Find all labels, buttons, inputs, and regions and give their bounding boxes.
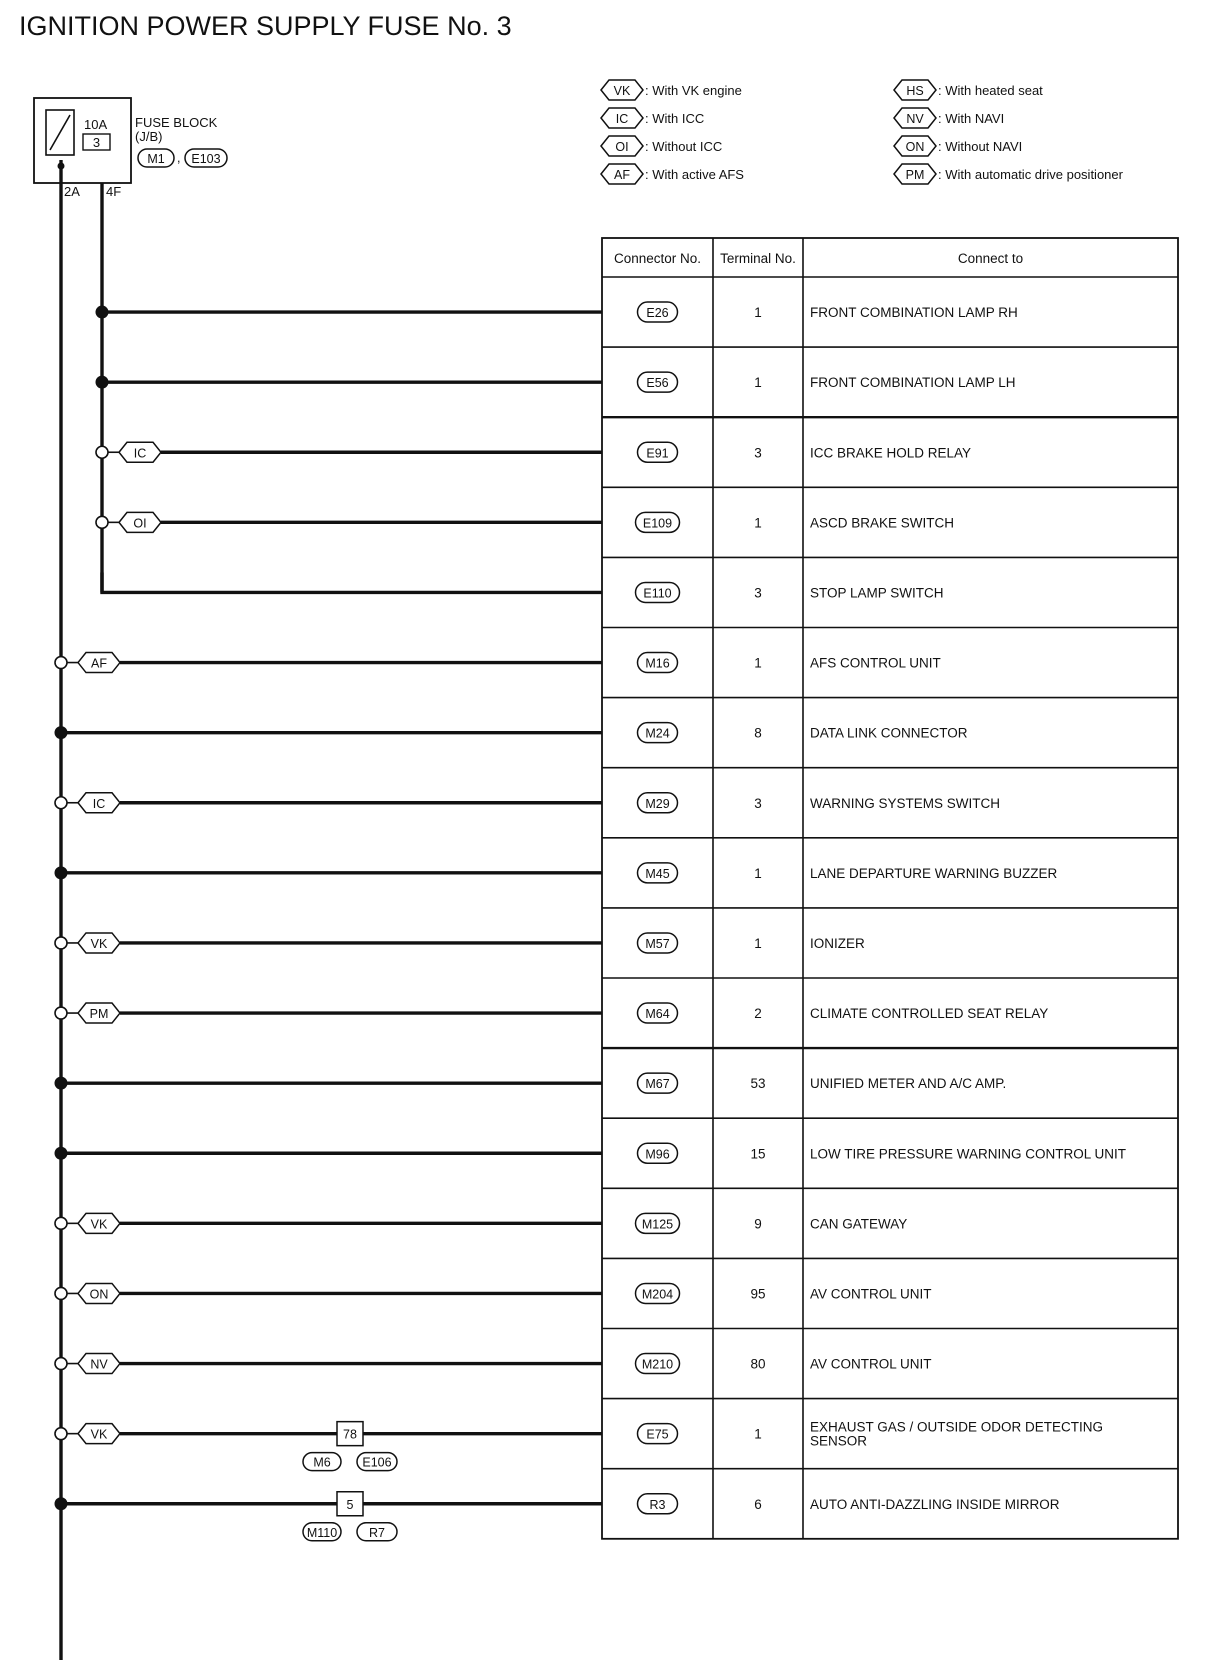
legend-text-on: : Without NAVI <box>938 139 1023 154</box>
option-tag-on <box>78 1283 120 1303</box>
optional-junction <box>96 446 108 458</box>
optional-junction <box>55 1007 67 1019</box>
wire-e26 <box>96 306 603 319</box>
option-tag-ic <box>78 793 120 813</box>
table-row <box>602 1329 1178 1374</box>
option-tag-vk-label: VK <box>90 1217 108 1232</box>
table-row <box>602 1118 1178 1163</box>
table-outline <box>602 238 1178 1539</box>
connector-m24 <box>638 723 678 743</box>
junction-terminal-number: 5 <box>346 1497 354 1512</box>
option-tag-pm <box>78 1003 120 1023</box>
terminal-number: 1 <box>754 375 762 391</box>
terminal-number: 1 <box>754 305 762 321</box>
table-row <box>602 628 1178 673</box>
legend-tag-hs <box>894 80 936 100</box>
connect-to-text: AFS CONTROL UNIT <box>810 655 941 671</box>
legend-text-oi: : Without ICC <box>645 139 723 154</box>
terminal-number: 3 <box>754 795 762 811</box>
table-row <box>602 978 1178 1023</box>
connector-m210-label: M210 <box>641 1357 674 1372</box>
table-row <box>602 1258 1178 1303</box>
terminal-number: 1 <box>754 865 762 881</box>
connector-e75 <box>638 1424 678 1444</box>
connector-m29 <box>638 793 678 813</box>
connect-to-text: LOW TIRE PRESSURE WARNING CONTROL UNIT <box>810 1146 1127 1162</box>
connect-to-text: UNIFIED METER AND A/C AMP. <box>810 1076 1007 1092</box>
connector-e110 <box>636 582 680 602</box>
connector-e56 <box>638 372 678 392</box>
wire-e56 <box>96 376 603 389</box>
connect-to-text: EXHAUST GAS / OUTSIDE ODOR DETECTING SENSOR <box>810 1419 1104 1449</box>
connector-e91-label: E91 <box>646 446 669 461</box>
junction-connector-e106-label: E106 <box>362 1455 392 1470</box>
table-row <box>602 1469 1178 1514</box>
terminal-number: 3 <box>754 585 762 601</box>
table-row <box>602 908 1178 953</box>
connector-m64 <box>638 1003 678 1023</box>
table-header-0: Connector No. <box>613 251 702 266</box>
option-tag-ic-label: IC <box>92 796 106 811</box>
optional-junction <box>55 1358 67 1370</box>
connector-e109 <box>636 512 680 532</box>
legend-text-af: : With active AFS <box>645 167 744 182</box>
legend-tag-ic <box>601 108 643 128</box>
optional-junction <box>96 516 108 528</box>
legend-tag-vk-label: VK <box>613 84 631 98</box>
table-row <box>602 347 1178 392</box>
wire-m210 <box>55 1354 602 1374</box>
connector-m125-label: M125 <box>641 1217 674 1232</box>
junction-connector-r7-label: R7 <box>369 1525 385 1540</box>
wire-e75 <box>55 1422 602 1471</box>
connect-to-text: ICC BRAKE HOLD RELAY <box>810 445 972 461</box>
connector-m57 <box>638 933 678 953</box>
optional-junction <box>55 657 67 669</box>
option-tag-oi <box>119 512 161 532</box>
legend-tag-ic-label: IC <box>615 112 629 126</box>
connector-m16-label: M16 <box>645 656 670 671</box>
connector-e75-label: E75 <box>646 1427 669 1442</box>
option-tag-ic-label: IC <box>133 446 147 461</box>
connector-r3-label: R3 <box>649 1497 666 1512</box>
legend-tag-af <box>601 164 643 184</box>
junction-connector-r7 <box>357 1523 397 1541</box>
splice-dot <box>55 1147 68 1160</box>
junction-connector-m110-label: M110 <box>306 1525 338 1540</box>
splice-dot <box>96 376 109 389</box>
wire-m125 <box>55 1213 602 1233</box>
wire-e110 <box>102 572 602 592</box>
connect-to-text: ASCD BRAKE SWITCH <box>810 515 955 531</box>
connector-e56-label: E56 <box>646 376 669 391</box>
option-tag-vk-label: VK <box>90 1427 108 1442</box>
legend-tag-nv <box>894 108 936 128</box>
terminal-number: 95 <box>750 1286 766 1302</box>
wire-m16 <box>55 653 602 673</box>
junction-connector-m6-label: M6 <box>313 1455 331 1470</box>
splice-dot <box>55 726 68 739</box>
legend-tag-pm-label: PM <box>905 168 925 182</box>
fuse-number: 3 <box>92 135 101 150</box>
table-row <box>602 838 1178 883</box>
wire-r3 <box>55 1492 603 1541</box>
optional-junction <box>55 1287 67 1299</box>
legend-tag-oi <box>601 136 643 156</box>
option-tag-vk <box>78 1213 120 1233</box>
branch-wire <box>102 572 602 592</box>
legend-text-vk: : With VK engine <box>645 83 742 98</box>
legend-tag-hs-label: HS <box>906 84 924 98</box>
wire-m24 <box>55 726 603 739</box>
connector-e110-label: E110 <box>643 586 672 601</box>
legend-text-nv: : With NAVI <box>938 111 1005 126</box>
connector-m210 <box>636 1354 680 1374</box>
table-row <box>602 487 1178 532</box>
junction-connector-m110 <box>303 1523 341 1541</box>
terminal-number: 80 <box>750 1356 766 1372</box>
option-legend <box>601 80 1124 184</box>
fuse-block-sublabel: (J/B) <box>135 129 163 144</box>
connect-to-text: WARNING SYSTEMS SWITCH <box>810 795 1001 811</box>
connector-m57-label: M57 <box>645 936 670 951</box>
connector-m24-label: M24 <box>645 726 670 741</box>
junction-connector-e106 <box>357 1453 397 1471</box>
page-title: IGNITION POWER SUPPLY FUSE No. 3 <box>19 11 512 41</box>
connector-e91 <box>638 442 678 462</box>
legend-tag-pm <box>894 164 936 184</box>
table-header-1: Terminal No. <box>720 251 796 266</box>
terminal-number: 8 <box>754 725 762 741</box>
wire-e91 <box>96 442 602 462</box>
option-tag-vk-label: VK <box>90 936 108 951</box>
legend-tag-oi-label: OI <box>615 140 629 154</box>
legend-tag-on-label: ON <box>905 140 925 154</box>
terminal-2a: 2A <box>64 184 80 199</box>
connector-r3 <box>638 1494 678 1514</box>
terminal-number: 9 <box>754 1216 762 1232</box>
connect-to-text: STOP LAMP SWITCH <box>810 585 944 601</box>
legend-tag-nv-label: NV <box>906 112 924 126</box>
table-row <box>602 417 1178 462</box>
junction-connector-m6 <box>303 1453 341 1471</box>
connector-m96 <box>638 1143 678 1163</box>
splice-dot <box>55 1497 68 1510</box>
connector-m67 <box>638 1073 678 1093</box>
connect-to-text: CAN GATEWAY <box>810 1216 908 1232</box>
legend-text-ic: : With ICC <box>645 111 705 126</box>
connector-m16 <box>638 653 678 673</box>
wire-m96 <box>55 1147 603 1160</box>
connect-to-text: DATA LINK CONNECTOR <box>810 725 968 741</box>
fuse-element <box>50 115 70 150</box>
connect-to-text: FRONT COMBINATION LAMP LH <box>810 375 1016 391</box>
connect-to-text: IONIZER <box>810 935 865 951</box>
legend-tag-vk <box>601 80 643 100</box>
option-tag-on-label: ON <box>89 1287 109 1302</box>
terminal-number: 15 <box>750 1146 766 1162</box>
terminal-number: 53 <box>750 1076 766 1092</box>
terminal-number: 1 <box>754 655 762 671</box>
wire-m64 <box>55 1003 602 1023</box>
legend-tag-on <box>894 136 936 156</box>
table-row <box>602 768 1178 813</box>
legend-text-pm: : With automatic drive positioner <box>938 167 1123 182</box>
legend-tag-af-label: AF <box>614 168 630 182</box>
wire-m67 <box>55 1077 603 1090</box>
connector-m96-label: M96 <box>645 1147 670 1162</box>
terminal-number: 1 <box>754 515 762 531</box>
optional-junction <box>55 1428 67 1440</box>
connect-to-text: AV CONTROL UNIT <box>810 1286 932 1302</box>
connector-m204 <box>636 1283 680 1303</box>
terminal-number: 1 <box>754 935 762 951</box>
connector-m29-label: M29 <box>645 796 670 811</box>
table-row <box>602 698 1178 743</box>
connector-m125 <box>636 1213 680 1233</box>
junction-terminal-number: 78 <box>343 1427 357 1442</box>
fuse-connector-m1 <box>138 149 174 167</box>
fuse-connector-m1-label: M1 <box>147 152 165 166</box>
table-row <box>638 302 1018 322</box>
terminal-number: 2 <box>754 1006 762 1022</box>
legend-text-hs: : With heated seat <box>938 83 1043 98</box>
connector-e109-label: E109 <box>642 516 673 531</box>
terminal-number: 6 <box>754 1496 762 1512</box>
connector-m204-label: M204 <box>641 1287 674 1302</box>
optional-junction <box>55 1217 67 1229</box>
connect-to-text: FRONT COMBINATION LAMP RH <box>810 305 1018 321</box>
terminal-number: 1 <box>754 1426 762 1442</box>
fuse-connector-e103-label: E103 <box>191 152 221 166</box>
optional-junction <box>55 797 67 809</box>
option-tag-af-label: AF <box>91 656 107 671</box>
option-tag-nv-label: NV <box>90 1357 108 1372</box>
fuse-connector-e103 <box>185 149 227 167</box>
table-row <box>602 1188 1178 1233</box>
wire-m204 <box>55 1283 602 1303</box>
option-tag-ic <box>119 442 161 462</box>
table-header-2: Connect to <box>957 251 1024 266</box>
wire-m29 <box>55 793 602 813</box>
fuse-connector-separator: , <box>177 151 181 165</box>
splice-dot <box>55 1077 68 1090</box>
option-tag-oi-label: OI <box>133 516 147 531</box>
connect-to-text: LANE DEPARTURE WARNING BUZZER <box>810 865 1058 881</box>
fuse-block-label: FUSE BLOCK <box>135 115 218 130</box>
optional-junction <box>55 937 67 949</box>
connector-table <box>602 238 1178 1539</box>
table-row <box>602 1399 1178 1449</box>
splice-dot <box>55 866 68 879</box>
connector-e26 <box>638 302 678 322</box>
splice-dot <box>96 306 109 319</box>
option-tag-vk <box>78 933 120 953</box>
connector-m64-label: M64 <box>645 1007 670 1022</box>
connector-m67-label: M67 <box>645 1077 670 1092</box>
fuse-block-connectors <box>138 149 227 167</box>
option-tag-vk <box>78 1424 120 1444</box>
connector-m45 <box>638 863 678 883</box>
option-tag-pm-label: PM <box>89 1007 109 1022</box>
table-row <box>602 1048 1178 1093</box>
connect-to-text: AV CONTROL UNIT <box>810 1356 932 1372</box>
wires <box>55 160 603 1660</box>
connector-m45-label: M45 <box>645 866 670 881</box>
wire-e109 <box>96 512 602 532</box>
terminal-number: 3 <box>754 445 762 461</box>
terminal-4f: 4F <box>106 184 122 199</box>
connect-to-text: AUTO ANTI-DAZZLING INSIDE MIRROR <box>810 1496 1060 1512</box>
wire-m45 <box>55 866 603 879</box>
table-row <box>602 557 1178 602</box>
connect-to-text: CLIMATE CONTROLLED SEAT RELAY <box>810 1006 1049 1022</box>
fuse-amp: 10A <box>84 117 108 132</box>
wire-m57 <box>55 933 602 953</box>
option-tag-nv <box>78 1354 120 1374</box>
connector-e26-label: E26 <box>646 306 669 321</box>
option-tag-af <box>78 653 120 673</box>
